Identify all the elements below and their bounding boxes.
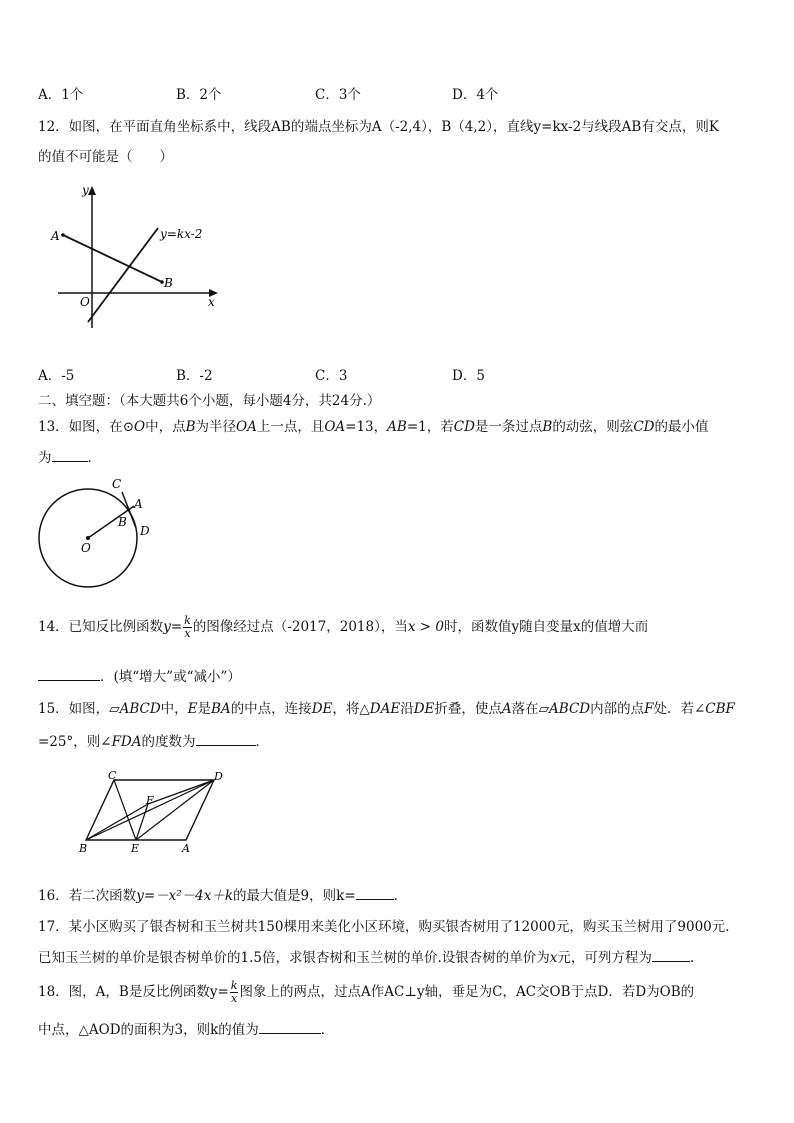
q15-segment-cf — [114, 780, 136, 840]
q12-label-y: y — [82, 183, 89, 197]
q15-label-b: B — [79, 842, 88, 855]
q12-figure — [50, 180, 230, 330]
q11-option-d: D．4个 — [452, 87, 499, 103]
q16-answer-blank — [356, 887, 394, 900]
q15-label-c: C — [108, 770, 117, 782]
q12-text-line2: 的值不可能是（ ） — [38, 149, 173, 165]
q12-label-line: y=kx-2 — [160, 227, 203, 241]
q12-text-line1: 12．如图，在平面直角坐标系中，线段AB的端点坐标为A（-2,4），B（4,2），直线y=kx-2与线段AB有交点，则K — [38, 119, 719, 135]
q13-label-o: O — [81, 541, 91, 555]
q12-point-a — [61, 233, 65, 237]
q12-option-c: C．3 — [315, 368, 348, 384]
q12-option-b: B．-2 — [176, 368, 213, 384]
q14-answer-blank — [38, 668, 100, 681]
q15-text-line2: =25°，则∠FDA的度数为 ． — [38, 734, 270, 750]
q13-center-o — [86, 536, 90, 540]
q13-answer-blank — [52, 449, 88, 462]
q11-option-c: C．3个 — [315, 87, 361, 103]
q15-segment-bf — [86, 804, 148, 840]
q11-option-a: A．1个 — [38, 87, 84, 103]
q17-text-line1: 17．某小区购买了银杏树和玉兰树共150棵用来美化小区环境，购买银杏树用了12000元，购买玉兰树用了9000元. — [38, 919, 730, 935]
q15-label-a: A — [182, 842, 190, 855]
q17-text-line2: 已知玉兰树的单价是银杏树单价的1.5倍，求银杏树和玉兰树的单价.设银杏树的单价为x元，可列方程为 . — [38, 950, 695, 966]
section-title: 二、填空题：（本大题共6个小题，每小题4分，共24分.） — [38, 393, 381, 409]
q18-answer-blank — [259, 1021, 321, 1034]
q15-label-e: E — [131, 842, 140, 855]
q15-label-d: D — [214, 770, 223, 783]
q16-text: 16．若二次函数y=－x²－4x＋k的最大值是9，则k= ． — [38, 888, 408, 904]
q12-option-d: D．5 — [452, 368, 485, 384]
q11-option-b: B．2个 — [176, 87, 222, 103]
q15-answer-blank — [196, 733, 256, 746]
q13-label-b: B — [118, 515, 127, 529]
q12-label-x: x — [208, 295, 215, 309]
q15-text-line1: 15．如图，▱ABCD中，E是BA的中点，连接DE，将△DAE沿DE折叠，使点A落在▱ABCD内部的点F处．若∠CBF — [38, 701, 735, 717]
q12-y-arrow — [88, 186, 96, 195]
q17-answer-blank — [652, 949, 690, 962]
q18-fraction: $\frac{k}{x}$ — [230, 979, 238, 1005]
q14-text-line1: 14．已知反比例函数y= $\frac{k}{x}$ 的图像经过点（-2017，2018），当x > 0时，函数值y随自变量x的值增大而 — [38, 614, 649, 640]
q12-label-a: A — [51, 229, 60, 243]
q15-segment-de — [136, 780, 214, 840]
q15-figure — [76, 770, 236, 858]
q13-radius-oa — [88, 506, 134, 538]
q14-fraction: $\frac{k}{x}$ — [184, 614, 191, 640]
q18-text-line1: 18．图，A，B是反比例函数y= $\frac{k}{x}$ 图象上的两点，过点A作AC⊥y轴，垂足为C，AC交OB于点D．若D为OB的 — [38, 979, 695, 1005]
q15-segment-bd — [86, 780, 214, 840]
q15-label-f: F — [146, 794, 154, 807]
q13-text-line2: 为 ． — [38, 450, 101, 466]
q13-label-c: C — [112, 477, 122, 491]
q14-text-line2: ．(填“增大”或“减小”） — [38, 665, 241, 685]
q12-label-o: O — [80, 295, 90, 309]
q13-label-d: D — [140, 524, 150, 538]
q13-text-line1: 13．如图，在⊙O中，点B为半径OA上一点，且OA=13，AB=1，若CD是一条过点B的动弦，则弦CD的最小值 — [38, 419, 709, 435]
q12-label-b: B — [164, 276, 173, 290]
q18-text-line2: 中点，△AOD的面积为3，则k的值为 ． — [38, 1022, 335, 1038]
q13-figure — [30, 470, 160, 590]
q13-label-a: A — [134, 497, 143, 511]
q12-option-a: A．-5 — [38, 368, 75, 384]
